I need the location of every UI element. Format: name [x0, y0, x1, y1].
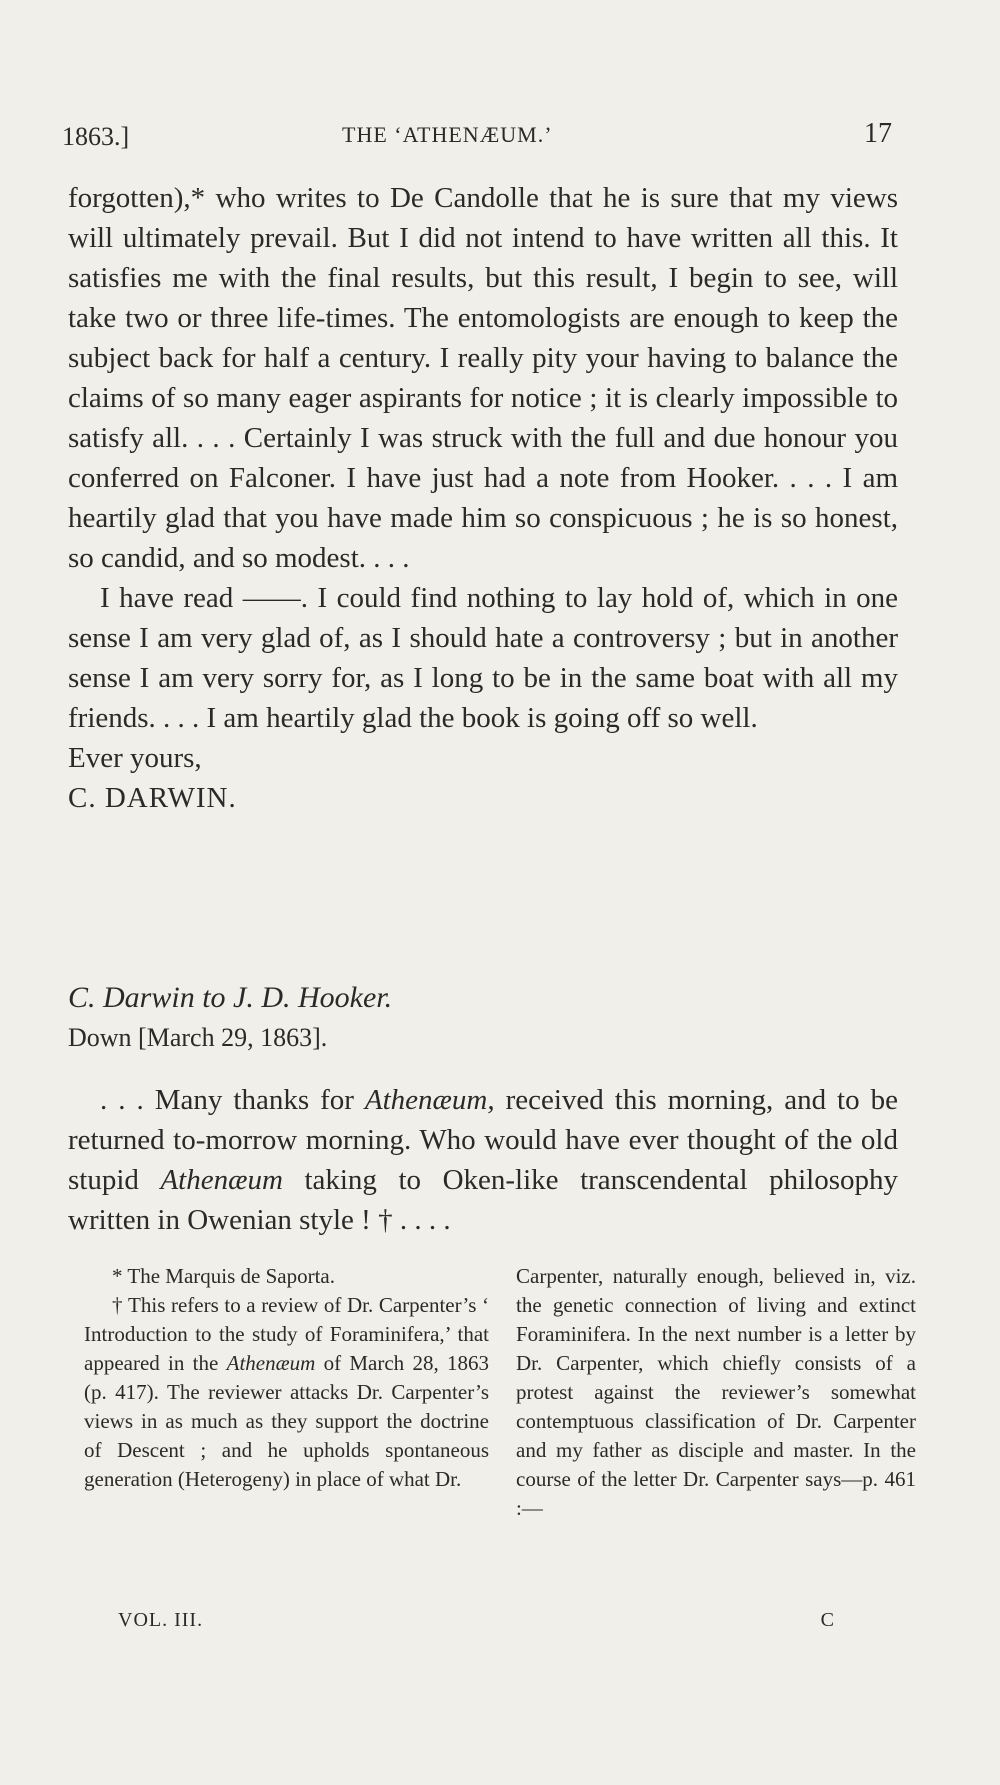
- text-run: of March 28, 1863 (p. 417). The reviewer attacks Dr. Carpenter’s views in as much as they support the doctrine of Descent ; and he upholds spontaneous generation (Heterogeny) in place of what Dr.: [84, 1351, 489, 1491]
- letter-heading: [68, 978, 898, 1058]
- letter-body: [68, 1080, 898, 1240]
- signature-mark: C: [820, 1609, 834, 1631]
- text-run: received this morning, and to be returned to-morrow morning. Who would have ever thought of the old stupid: [68, 1084, 898, 1196]
- closing: Ever yours,: [68, 742, 202, 774]
- journal-name: Athenæum,: [364, 1084, 495, 1116]
- page-number: 17: [864, 118, 892, 149]
- footnote: * The Marquis de Saporta.: [112, 1264, 335, 1288]
- header-title: THE ‘ATHENÆUM.’: [342, 122, 553, 147]
- text-run: † This refers to a review of Dr. Carpenter’s ‘ Introduction to the study of Foraminifera,’ that appeared in the: [84, 1293, 489, 1375]
- text-run: . . . Many thanks for: [100, 1084, 365, 1116]
- main-text: [68, 178, 898, 1236]
- letter-title: C. Darwin to J. D. Hooker.: [68, 981, 393, 1014]
- running-header: [62, 118, 892, 158]
- footnote-continued: Carpenter, naturally enough, believed in, viz. the genetic connection of living and extinct Foraminifera. In the next number is a letter by Dr. Carpenter, which chiefly consists of a protest against the reviewer’s somewhat contemptuous classification of Dr. Carpenter and my father as disciple and master. In the course of the letter Dr. Carpenter says—p. 461 :—: [516, 1264, 916, 1520]
- journal-name: Athenæum: [226, 1351, 316, 1375]
- paragraph: I have read ——. I could find nothing to lay hold of, which in one sense I am very glad of, as I should hate a controversy ; but in another sense I am very sorry for, as I long to be in the same boat with all my friends. . . . I am heartily glad the book is going off so well.: [68, 582, 898, 734]
- text-run: taking to Oken-like transcendental philosophy written in Owenian style ! † . . . .: [68, 1164, 898, 1236]
- footnote-column-right: [516, 1262, 916, 1523]
- signature: C. DARWIN.: [68, 782, 237, 814]
- header-year: 1863.]: [62, 122, 130, 151]
- footnote-column-left: [84, 1262, 489, 1494]
- paragraph: [68, 1080, 898, 1240]
- journal-name: Athenæum: [160, 1164, 283, 1196]
- volume-label: VOL. III.: [118, 1609, 204, 1631]
- footnote: [84, 1291, 489, 1494]
- paragraph: forgotten),* who writes to De Candolle that he is sure that my views will ultimately prevail. But I did not intend to have written all this. It satisfies me with the final results, but this result, I begin to see, will take two or three life-times. The entomologists are enough to keep the subject back for half a century. I really pity your having to balance the claims of so many eager aspirants for notice ; it is clearly impossible to satisfy all. . . . Certainly I was struck with the full and due honour you conferred on Falconer. I have just had a note from Hooker. . . . I am heartily glad that you have made him so conspicuous ; he is so honest, so candid, and so modest. . . .: [68, 182, 898, 574]
- letter-date: Down [March 29, 1863].: [68, 1023, 328, 1052]
